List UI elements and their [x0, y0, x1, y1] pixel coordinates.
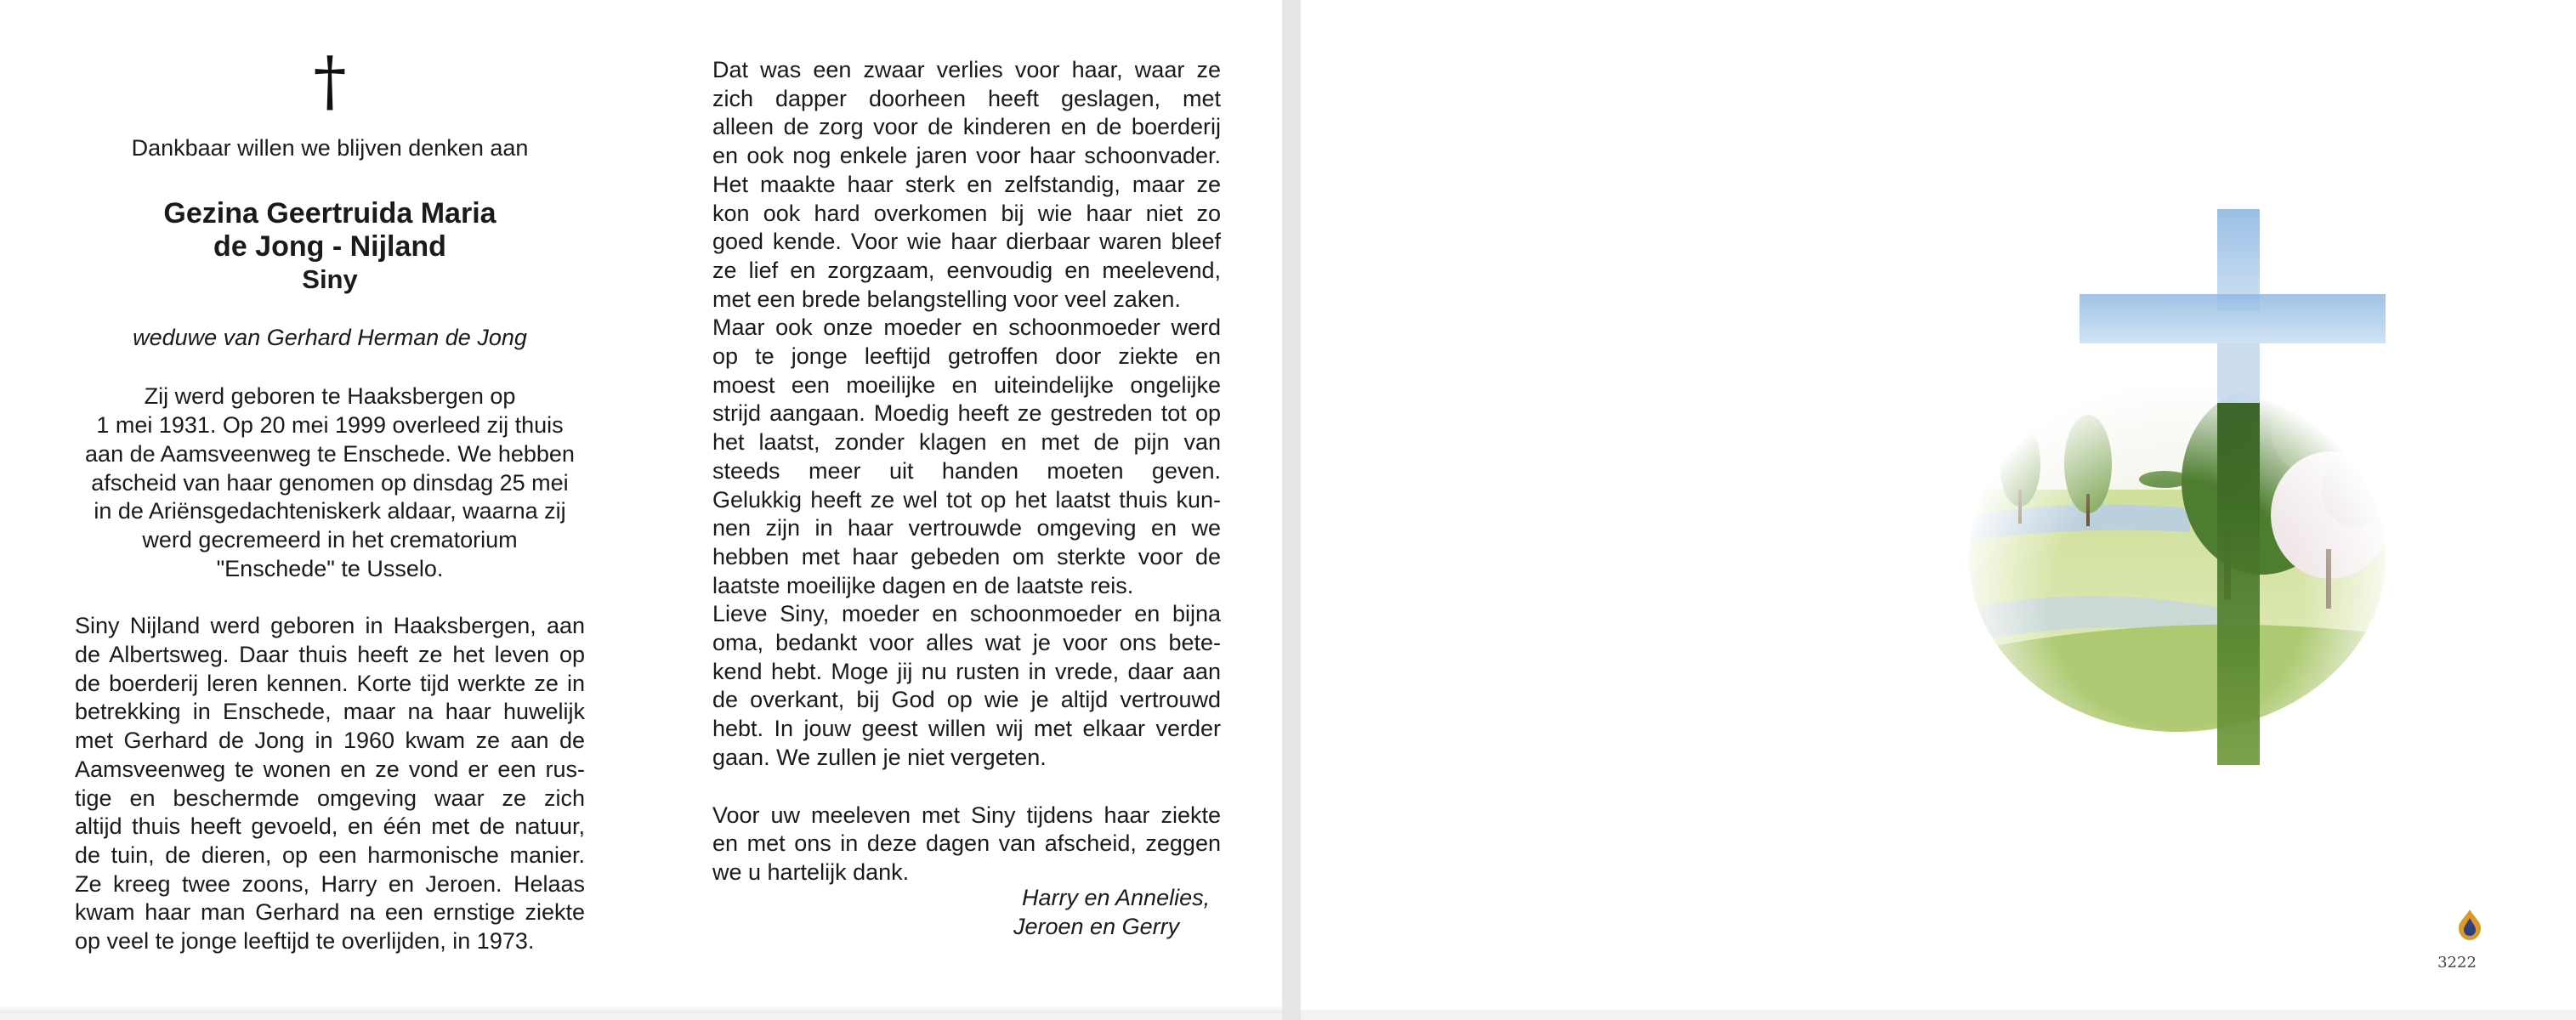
- text-line: kwam haar man Gerhard na een ernstige ziekte: [75, 899, 585, 926]
- text-line: de tuin, de dieren, op een harmonische manier.: [75, 842, 585, 868]
- text-line: 1 mei 1931. Op 20 mei 1999 overleed zij thuis: [96, 412, 564, 439]
- text-line: we u hartelijk dank.: [712, 858, 910, 885]
- text-line: Lieve Siny, moeder en schoonmoeder en bijna: [712, 601, 1221, 627]
- fold-gutter: [1282, 0, 1301, 1020]
- text-line: afscheid van haar genomen op dinsdag 25 mei: [91, 469, 569, 496]
- text-line: gaan. We zullen je niet vergeten.: [712, 744, 1047, 770]
- card-left-page: [0, 0, 1282, 1013]
- signature-line2: Jeroen en Gerry: [1013, 914, 1180, 939]
- text-line: Aamsveenweg te wonen en ze vond er een rus-: [75, 756, 585, 782]
- text-line: Zij werd geboren te Haaksbergen op: [144, 383, 516, 410]
- text-line: alleen de zorg voor de kinderen en de boerderij: [712, 114, 1221, 140]
- text-line: in de Ariënsgedachteniskerk aldaar, waarna zij: [94, 498, 566, 524]
- widow-line: weduwe van Gerhard Herman de Jong: [133, 324, 527, 350]
- text-line: aan de Aamsveenweg te Enschede. We hebben: [85, 440, 575, 467]
- text-line: werd gecremeerd in het crematorium: [142, 526, 518, 552]
- text-line: de overkant, bij God op wie je altijd vertrouwd: [712, 687, 1221, 713]
- text-line: op veel te jonge leeftijd te overlijden, in 1973.: [75, 928, 535, 955]
- printer-logo-icon: [2455, 908, 2484, 946]
- text-line: goed kende. Voor wie haar dierbaar waren bleef: [712, 229, 1221, 255]
- deceased-name-line1: Gezina Geertruida Maria: [163, 196, 496, 230]
- text-line: Het maakte haar sterk en zelfstandig, maar ze: [712, 171, 1221, 197]
- text-line: Ze kreeg twee zoons, Harry en Jeroen. Helaas: [75, 870, 585, 897]
- text-line: ze lief en zorgzaam, eenvoudig en meelevend,: [712, 257, 1221, 283]
- deceased-name-line2: de Jong - Nijland: [213, 230, 446, 263]
- card-right-page: [1301, 0, 2576, 1010]
- text-line: zich dapper doorheen heeft geslagen, met: [712, 85, 1221, 111]
- text-line: altijd thuis heeft gevoeld, en één met de natuur,: [75, 813, 585, 840]
- text-line: oma, bedankt voor alles wat je voor ons bete-: [712, 630, 1221, 656]
- text-line: moest een moeilijke en uiteindelijke ongelijke: [712, 371, 1221, 398]
- text-line: kend hebt. Moge jij nu rusten in vrede, daar aan: [712, 658, 1221, 684]
- cross-icon: †: [313, 43, 347, 120]
- cross-landscape-illustration: [1969, 209, 2386, 787]
- page-edge-shadow: [0, 1005, 1282, 1013]
- text-line: Dat was een zwaar verlies voor haar, waar ze: [712, 57, 1221, 82]
- text-line: hebt. In jouw geest willen wij met elkaar verder: [712, 716, 1221, 742]
- text-line: Maar ook onze moeder en schoonmoeder werd: [712, 314, 1221, 341]
- text-line: hebben met haar gebeden om sterkte voor de: [712, 543, 1221, 570]
- left-column: [75, 43, 585, 956]
- text-line: steeds meer uit handen moeten geven.: [712, 457, 1221, 484]
- biography-paragraph: [75, 612, 585, 955]
- text-line: Siny Nijland werd geboren in Haaksbergen, aan: [75, 613, 585, 639]
- text-line: tige en beschermde omgeving waar ze zich: [75, 785, 585, 811]
- text-line: laatste moeilijke dagen en de laatste reis.: [712, 572, 1134, 598]
- signature-line1: Harry en Annelies,: [1022, 885, 1211, 910]
- signature-block: [712, 0, 1221, 1013]
- text-line: en ook nog enkele jaren voor haar schoonvader.: [712, 143, 1221, 169]
- text-line: Gelukkig heeft ze wel tot op het laatst thuis kun-: [712, 486, 1221, 513]
- text-line: het laatst, zonder klagen en met de pijn van: [712, 429, 1221, 456]
- text-line: met een brede belangstelling voor veel zaken.: [712, 286, 1181, 312]
- text-line: Voor uw meeleven met Siny tijdens haar ziekte: [712, 802, 1221, 828]
- text-line: de boerderij leren kennen. Korte tijd werkte ze in: [75, 670, 585, 696]
- text-line: op te jonge leeftijd getroffen door ziekte en: [712, 343, 1221, 370]
- printer-number: 3222: [2437, 954, 2477, 972]
- text-line: nen zijn in haar vertrouwde omgeving en we: [712, 515, 1221, 541]
- birth-death-paragraph: [75, 382, 585, 583]
- text-line: "Enschede" te Usselo.: [216, 555, 444, 581]
- text-line: kon ook hard overkomen bij wie haar niet zo: [712, 200, 1221, 226]
- intro-text: Dankbaar willen we blijven denken aan: [131, 135, 529, 161]
- text-line: en met ons in deze dagen van afscheid, zeggen: [712, 830, 1221, 857]
- deceased-nickname: Siny: [302, 264, 358, 294]
- text-line: met Gerhard de Jong in 1960 kwam ze aan de: [75, 728, 585, 754]
- text-line: de Albertsweg. Daar thuis heeft ze het leven op: [75, 642, 585, 668]
- cross-landscape-image: [1969, 209, 2386, 787]
- text-line: strijd aangaan. Moedig heeft ze gestreden tot op: [712, 400, 1221, 427]
- text-line: betrekking in Enschede, maar na haar huwelijk: [75, 699, 585, 725]
